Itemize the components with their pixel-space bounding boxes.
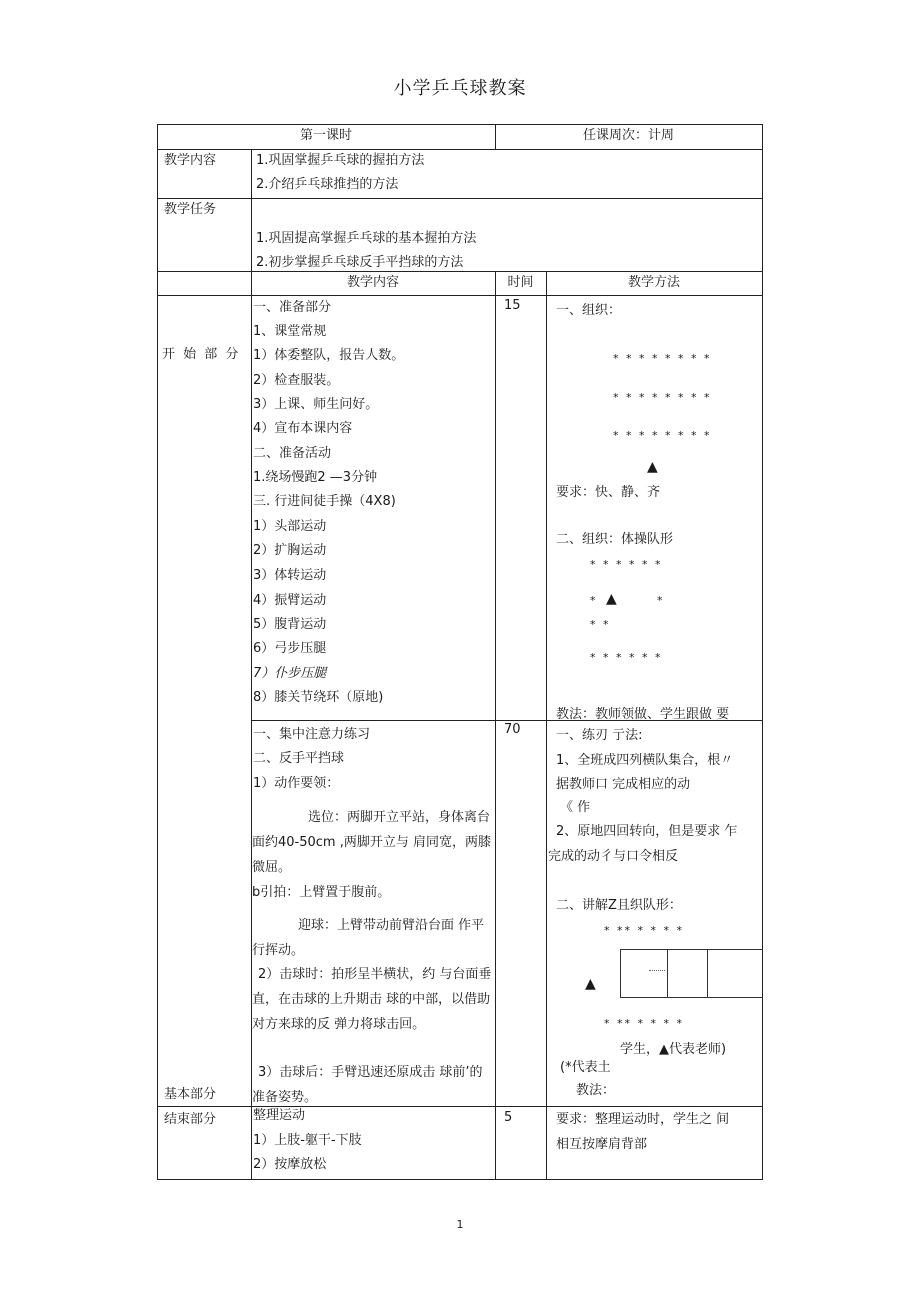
teacher-triangle-icon: ▲	[606, 591, 617, 607]
teacher-triangle-icon: ▲	[585, 976, 596, 992]
formation-row: * * * * * *	[590, 558, 663, 571]
end-time: 5	[504, 1110, 513, 1125]
start-time: 15	[504, 298, 521, 313]
basic-paragraph: 选位：两脚开立平站，身体离台面约40-50cm ,两脚开立与 肩同宽，两膝微屈。	[252, 810, 491, 875]
start-line: 4）振臂运动	[253, 593, 327, 608]
start-line: 二、准备活动	[253, 446, 332, 461]
formation-row: * * * * * * * *	[613, 352, 712, 365]
start-line: 1）体委整队，报告人数。	[253, 348, 405, 363]
start-line: 6）弓步压腿	[253, 641, 327, 656]
section-label-start: 开 始 部 分	[162, 347, 241, 362]
formation-row: * * * * * * * *	[613, 391, 712, 404]
formation-star: *	[590, 594, 598, 607]
start-line: 2）检查服装。	[253, 373, 340, 388]
formation-star: *	[657, 594, 665, 607]
start-line: 1、课堂常规	[253, 324, 327, 339]
document-title: 小学乒乓球教案	[393, 78, 527, 99]
start-line: 5）腹背运动	[253, 617, 327, 632]
basic-line: 1）动作要领：	[253, 776, 340, 791]
formation-row: * * * * * * * *	[613, 429, 712, 442]
basic-line: 二、反手平挡球	[253, 751, 345, 766]
legend-text: 教法：	[576, 1083, 616, 1098]
basic-method-line: 一、练刃 亍法:	[556, 728, 643, 743]
content-item: 1.巩固掌握乒乓球的握拍方法	[256, 153, 425, 168]
start-line: 3）上课、师生问好。	[253, 397, 379, 412]
content-item: 2.介绍乒乓球推挡的方法	[256, 177, 399, 192]
end-line: 整理运动	[253, 1108, 306, 1123]
start-line: 2）扩胸运动	[253, 543, 327, 558]
start-line: 7）仆步压腿	[253, 666, 327, 681]
section-label-end: 结束部分	[164, 1112, 217, 1127]
legend-text: 学生，▲代表老师)	[620, 1042, 727, 1057]
formation-row: * ** * * * *	[604, 924, 684, 937]
start-method-org1: 一、组织：	[556, 303, 622, 318]
basic-paragraph: 2）击球时：拍形呈半横状，约 与台面垂直，在击球的上升期击 球的中部，以借助对方来球的反 弹力将球击回。	[252, 967, 492, 1032]
start-method-org2: 二、组织：体操队形	[556, 532, 674, 547]
formation-row: * *	[590, 618, 611, 631]
task-item: 2.初步掌握乒乓球反手平挡球的方法	[256, 255, 464, 270]
start-line: 1）头部运动	[253, 519, 327, 534]
column-header-method: 教学方法	[627, 275, 680, 290]
task-item: 1.巩固提高掌握乒乓球的基本握拍方法	[256, 231, 477, 246]
start-line: 一、准备部分	[253, 300, 332, 315]
basic-method-line: 二、讲解Z且织队形：	[556, 898, 682, 913]
basic-method-line: 据教师口 完成相应的动	[556, 777, 691, 792]
start-method-teach: 教法：教师领做、学生跟做 要	[556, 707, 730, 722]
start-line: 4）宣布本课内容	[253, 421, 353, 436]
basic-method-line: 完成的动彳与口令相反	[548, 849, 679, 864]
formation-row: * ** * * * *	[604, 1017, 684, 1030]
basic-paragraph: 迎球：上臂带动前臂沿台面 作平行挥动。	[252, 918, 485, 958]
column-header-time: 时间	[507, 275, 534, 290]
start-method-require: 要求：快、静、齐	[556, 485, 661, 500]
table-center-mark	[649, 970, 665, 971]
end-method: 相互按摩肩背部	[556, 1137, 648, 1152]
column-header-content: 教学内容	[346, 275, 399, 290]
start-line: 3）体转运动	[253, 568, 327, 583]
basic-paragraph: b引拍：上臂置于腹前。	[252, 885, 391, 900]
start-line: 1.绕场慢跑2 —3分钟	[253, 470, 378, 485]
ping-pong-table-diagram	[620, 949, 763, 998]
table-side-line	[707, 950, 708, 997]
start-line: 三. 行进间徒手操（4X8)	[253, 494, 396, 509]
start-line: 8）膝关节绕环（原地)	[253, 690, 384, 705]
section-label-basic: 基本部分	[164, 1087, 217, 1102]
basic-method-line: 2、原地四回转向，但是要求 乍	[556, 824, 738, 839]
legend-text: (*代表土	[560, 1060, 611, 1075]
basic-time: 70	[504, 722, 521, 737]
teacher-triangle-icon: ▲	[647, 459, 658, 475]
basic-method-line: 《 作	[560, 800, 591, 815]
basic-paragraph: 3）击球后：手臂迅速还原成击 球前’的准备姿势。	[252, 1065, 483, 1105]
content-label: 教学内容	[164, 153, 217, 168]
task-label: 教学任务	[164, 202, 217, 217]
lesson-number: 第一课时	[299, 128, 352, 143]
end-method: 要求：整理运动时，学生之 间	[556, 1112, 730, 1127]
end-line: 2）按摩放松	[253, 1157, 327, 1172]
basic-line: 一、集中注意力练习	[253, 727, 371, 742]
end-line: 1）上肢-躯干-下肢	[253, 1133, 362, 1148]
teaching-week: 任课周次：计周	[582, 128, 674, 143]
basic-method-line: 1、全班成四列横队集合，根〃	[556, 753, 734, 768]
page-number: 1	[456, 1218, 464, 1231]
formation-row: * * * * * *	[590, 651, 663, 664]
table-net-line	[667, 950, 668, 997]
